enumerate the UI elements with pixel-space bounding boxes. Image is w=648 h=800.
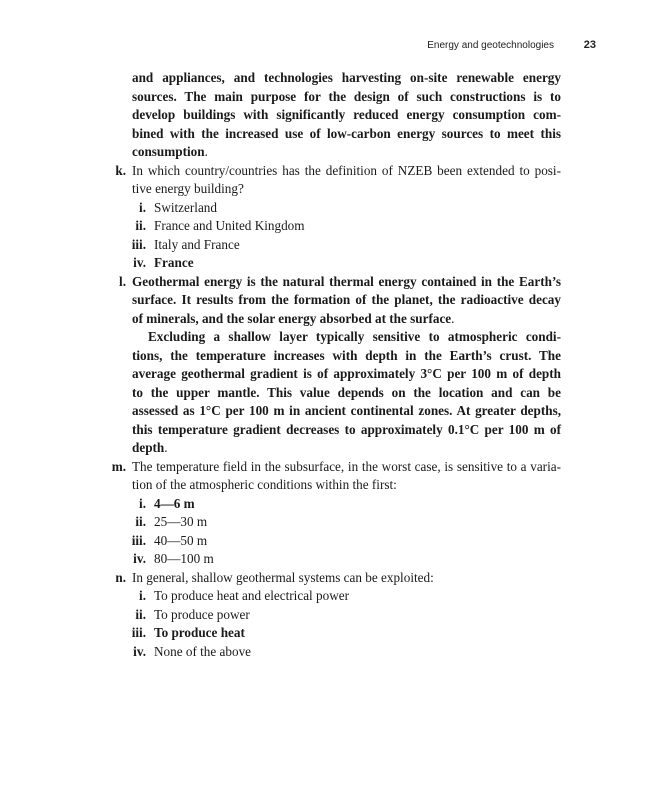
continuation-line: sources. The main purpose for the design of such constructions is to [132,88,561,104]
period: . [164,440,168,455]
option-label: iii. [131,236,146,252]
option-text: Switzerland [154,199,217,215]
answer-line: average geothermal gradient is of approximately 3°C per 100 m of depth [132,366,561,381]
option-text: Italy and France [154,236,240,252]
answer-line-last [132,439,168,456]
option-label: iii. [131,625,146,640]
option-text: 25—30 m [154,514,208,529]
question-k-text: tive energy building? [132,181,244,196]
option-text: 40—50 m [154,532,208,548]
answer-line: surface. It results from the formation of the planet, the radioactive decay [132,292,561,307]
page-header [0,36,648,54]
period: . [451,310,455,326]
question-m-text: tion of the atmospheric conditions within the first: [132,477,397,492]
continuation-line: develop buildings with significantly reduced energy consumption com- [132,107,561,122]
answer-line: tions, the temperature increases with depth in the Earth’s crust. The [132,347,561,363]
running-head: Energy and geotechnologies [427,40,554,51]
correct-answer-text: France [154,255,194,270]
answer-line: to the upper mantle. This value depends on the location and can be [132,384,561,400]
option-text: None of the above [154,643,252,659]
question-label-l: l. [119,273,126,289]
answer-line-last [132,310,454,327]
question-label-k: k. [115,162,126,178]
answer-text: depth [132,440,165,455]
continuation-line: and appliances, and technologies harvesting on-site renewable energy [132,70,561,85]
question-n-text: In general, shallow geothermal systems can be exploited: [132,569,434,585]
continuation-line: bined with the increased use of low-carbon energy sources to meet this [132,125,561,141]
question-k-text: In which country/countries has the definition of NZEB been extended to posi- [132,162,561,178]
option-text: To produce power [154,606,250,622]
option-text: France and United Kingdom [154,218,305,233]
question-label-n: n. [115,569,126,585]
option-label: i. [139,199,146,215]
option-label: ii. [135,218,146,233]
period: . [204,144,208,159]
option-label: ii. [135,606,146,622]
correct-answer-text: 4—6 m [154,495,195,511]
option-label: iv. [133,643,146,659]
correct-answer-text: To produce heat [154,625,245,640]
answer-line: Geothermal energy is the natural thermal energy contained in the Earth’s [132,273,561,289]
option-label: ii. [135,514,146,529]
page-number: 23 [583,39,596,51]
answer-text: of minerals, and the solar energy absorbed at the surface [132,310,452,326]
answer-line: Excluding a shallow layer typically sensitive to atmospheric condi- [148,329,561,344]
option-text: To produce heat and electrical power [154,588,349,603]
question-label-m: m. [111,458,126,474]
question-m-text: The temperature field in the subsurface, in the worst case, is sensitive to a varia- [132,458,561,474]
option-label: i. [139,495,146,511]
answer-line: assessed as 1°C per 100 m in ancient continental zones. At greater depths, [132,403,561,418]
continuation-text: consumption [132,144,205,159]
option-label: iv. [133,551,146,566]
option-label: iii. [131,532,146,548]
option-label: i. [139,588,146,603]
option-label: iv. [133,255,146,270]
option-text: 80—100 m [154,551,214,566]
continuation-line-last [132,143,208,160]
answer-line: this temperature gradient decreases to approximately 0.1°C per 100 m of [132,421,561,437]
